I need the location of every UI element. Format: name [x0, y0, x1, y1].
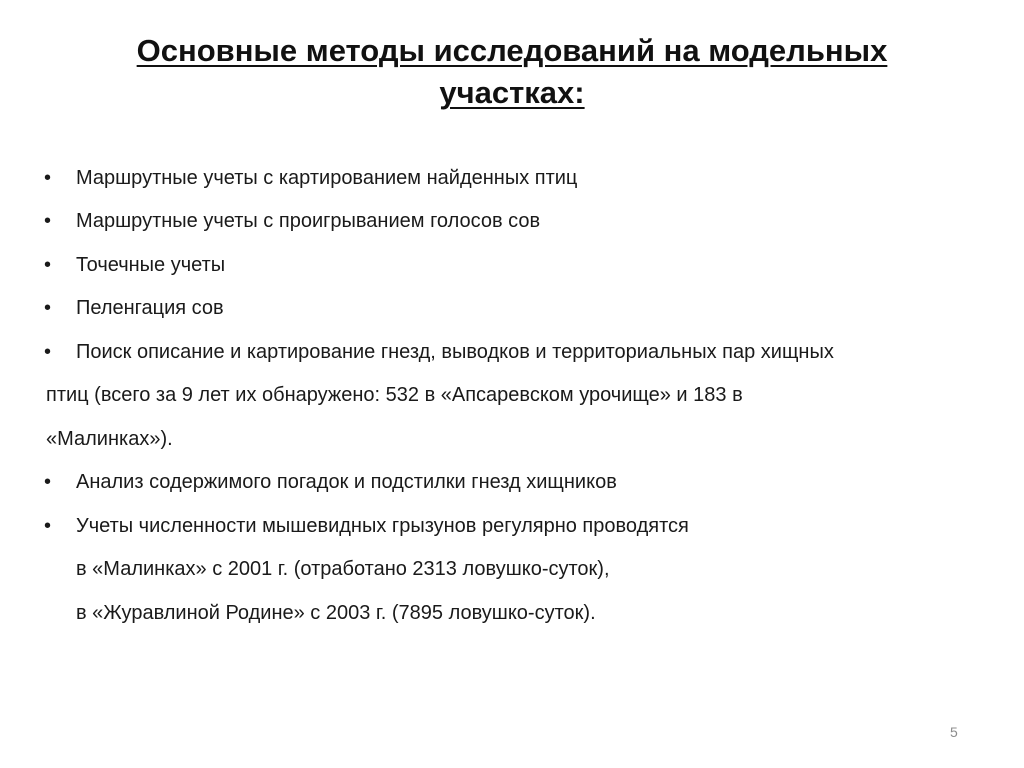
page-number: 5 [950, 724, 958, 740]
list-item-continuation: в «Журавлиной Родине» с 2003 г. (7895 ловушко-суток). [76, 602, 596, 624]
slide-title-line-1: Основные методы исследований на модельных [136, 33, 888, 68]
list-item-continuation: птиц (всего за 9 лет их обнаружено: 532 в «Апсаревском урочище» и 183 в [46, 384, 743, 406]
list-item-continuation: «Малинках»). [46, 428, 173, 450]
list-item-continuation: в «Малинках» с 2001 г. (отработано 2313 ловушко-суток), [76, 558, 610, 580]
slide-title [60, 30, 964, 114]
list-item-text: Анализ содержимого погадок и подстилки гнезд хищников [76, 471, 617, 493]
slide-title-line-2: участках: [439, 75, 585, 110]
bullet-marker: • [44, 471, 52, 493]
list-item-text: Пеленгация сов [76, 297, 224, 319]
list-item-text: Поиск описание и картирование гнезд, выводков и территориальных пар хищных [76, 341, 834, 363]
list-item-text: Точечные учеты [76, 254, 226, 276]
bullet-marker: • [44, 254, 52, 276]
bullet-marker: • [44, 297, 52, 319]
bullet-marker: • [44, 515, 52, 537]
list-item-text: Маршрутные учеты с картированием найденных птиц [76, 167, 578, 189]
bullet-marker: • [44, 167, 52, 189]
list-item-text: Учеты численности мышевидных грызунов регулярно проводятся [76, 515, 689, 537]
bullet-marker: • [44, 341, 52, 363]
list-item-text: Маршрутные учеты с проигрыванием голосов сов [76, 210, 541, 232]
bullet-marker: • [44, 210, 52, 232]
